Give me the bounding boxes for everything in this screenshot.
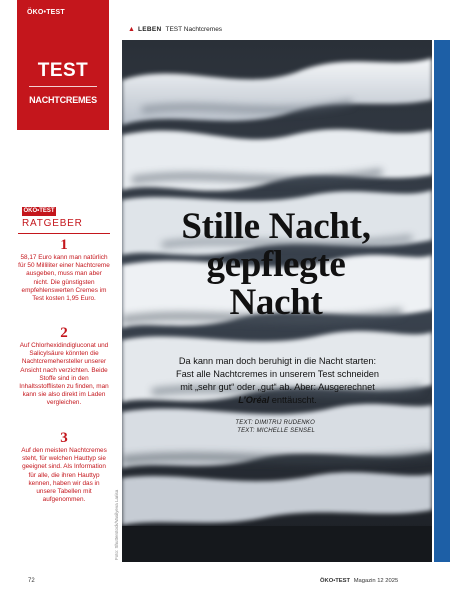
category-label: NACHTCREMES (29, 95, 97, 105)
lead-text: Da kann man doch beruhigt in die Nacht starten: Fast alle Nachtcremes in unserem Test schneiden mit „sehr gut“ oder „gut“ ab. Aber: Ausgerechnet (175, 356, 380, 392)
test-label: TEST (37, 60, 89, 81)
tip-number: 1 (60, 237, 68, 253)
headline-line: Nacht (229, 282, 323, 323)
lead-text-end: enttäuscht. (269, 395, 317, 405)
lead-brand: L’Oréal (238, 395, 270, 405)
ratgeber-title: RATGEBER (22, 218, 83, 229)
headline-line: gepflegte (206, 244, 346, 285)
tip-text: Auf den meisten Nachtcremes steht, für welchen Hauttyp sie geeignet sind. Als Information für alle, die ihren Hauttyp kennen, haben wir das in unsere Tabellen mit aufgenommen. (21, 447, 107, 504)
page-number: 72 (28, 578, 35, 584)
brand-logo: ÖKO•TEST (27, 9, 65, 16)
subsection-label: TEST Nachtcremes (165, 26, 223, 33)
page-footer (320, 578, 398, 584)
article-headline (126, 208, 426, 322)
sidebar (0, 0, 113, 600)
category-block (17, 0, 109, 130)
headline-line: Stille Nacht, (181, 206, 371, 247)
tip-text: 58,17 Euro kann man natürlich für 50 Milliliter einer Nachtcreme ausgeben, muss man aber nicht. Die günstigsten empfehlenswerten Cremes im Test kosten 1,95 Euro. (18, 254, 110, 303)
article-lead (170, 355, 385, 407)
tip-item (18, 238, 110, 303)
divider (29, 86, 97, 87)
author-credits (150, 419, 315, 435)
tip-number: 3 (60, 430, 68, 446)
author-credit: TEXT: MICHELLE SENSEL (237, 428, 315, 434)
tip-text: Auf Chlorhexidindigluconat und Salicylsäure könnten die Nachtcremehersteller unserer Ansicht nach verzichten. Beide Stoffe sind in den Inhaltsstofflisten zu finden, man kann sie also direkt im Laden vergleichen. (19, 342, 109, 407)
side-accent-bar (434, 40, 450, 562)
tip-item (18, 431, 110, 504)
author-credit: TEXT: DIMITRIJ RUDENKO (235, 420, 315, 426)
footer-magazine: Magazin 12 2025 (353, 578, 399, 584)
ratgeber-badge: ÖKO•TEST (23, 208, 55, 214)
section-label: LEBEN (137, 26, 162, 33)
tip-number: 2 (60, 325, 68, 341)
divider (18, 233, 110, 234)
footer-brand: ÖKO•TEST (320, 578, 351, 584)
photo-credit: Foto: Shutterstock/Vasilyeva Larisa (114, 489, 119, 560)
section-header (128, 26, 222, 33)
tip-item (18, 326, 110, 408)
leaf-icon: ▲ (128, 26, 135, 33)
